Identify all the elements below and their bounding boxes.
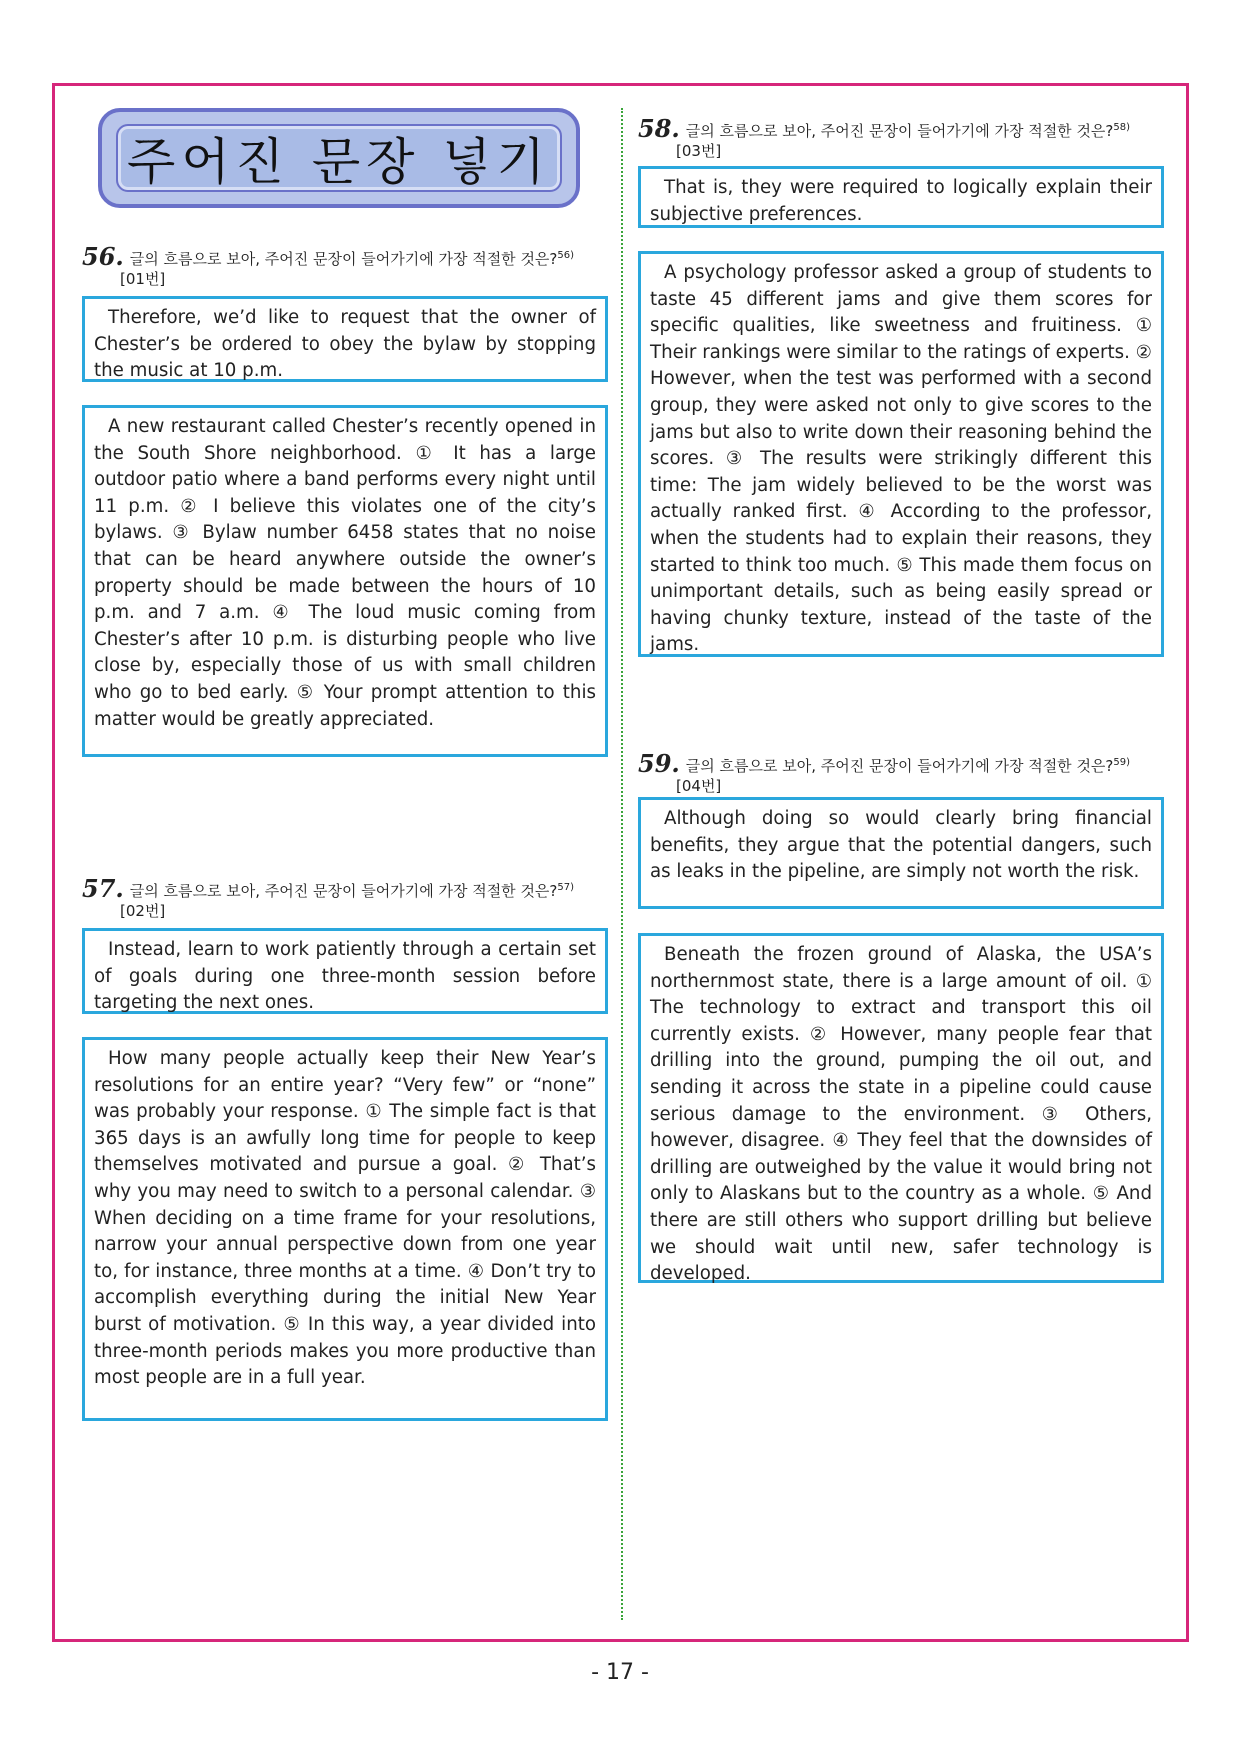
passage-box-57 <box>82 1037 608 1421</box>
section-title: 주어진 문장 넣기 <box>127 133 551 191</box>
question-prompt: 글의 흐름으로 보아, 주어진 문장이 들어가기에 가장 적절한 것은?$^{58)}$ <box>685 122 1131 140</box>
passage-box-56 <box>82 405 608 757</box>
passage-text: Beneath the frozen ground of Alaska, the USA’s northernmost state, there is a large amount of oil. ① The technology to extract and transport this oil currently exists. ② However, many people fear that drilling into the ground, pumping the oil out, and sending it across the state in a pipeline could cause serious damage to the environment. ③ Others, however, disagree. ④ They feel that the downsides of drilling are outweighed by the value it would bring not only to Alaskans but to the country as a whole. ⑤ And there are still others who support drilling but believe we should wait until new, safer technology is developed. <box>650 944 1152 1285</box>
given-sentence: That is, they were required to logically explain their subjective preferences. <box>650 177 1152 225</box>
given-sentence: Therefore, we’d like to request that the owner of Chester’s be ordered to obey the bylaw by stopping the music at 10 p.m. <box>94 307 596 382</box>
footnote-ref: 57) <box>557 882 575 893</box>
given-sentence: Although doing so would clearly bring financial benefits, they argue that the potential dangers, such as leaks in the pipeline, are simply not worth the risk. <box>650 808 1152 883</box>
question-number: 57. <box>82 874 124 903</box>
question-59 <box>638 749 1164 796</box>
footnote-ref: 58) <box>1113 122 1131 133</box>
passage-text: A psychology professor asked a group of students to taste 45 different jams and give them scores for specific qualities, like sweetness and fruitiness. ① Their rankings were similar to the ratings of experts. ② However, when the test was performed with a second group, they were asked not only to give scores to the jams but also to write down their reasoning behind the scores. ③ The results were strikingly different this time: The jam widely believed to be the worst was actually ranked first. ④ According to the professor, when the students had to explain their reasons, they started to think too much. ⑤ This made them focus on unimportant details, such as being easily spread or having chunky texture, instead of the taste of the jams. <box>650 262 1152 656</box>
passage-box-59 <box>638 933 1164 1283</box>
question-header <box>638 114 1164 143</box>
question-58 <box>638 114 1164 161</box>
footnote-ref: 59) <box>1113 757 1131 768</box>
section-title-banner <box>98 108 580 208</box>
given-sentence-box-57 <box>82 928 608 1014</box>
question-57 <box>82 874 608 921</box>
question-header <box>82 874 608 903</box>
question-number: 58. <box>638 114 680 143</box>
section-title-inner <box>116 124 562 192</box>
question-number: 59. <box>638 749 680 778</box>
question-source: [03번] <box>676 142 722 160</box>
given-sentence: Instead, learn to work patiently through a certain set of goals during one three-month session before targeting the next ones. <box>94 939 596 1014</box>
question-source: [04번] <box>676 777 722 795</box>
question-source: [02번] <box>120 902 166 920</box>
given-sentence-box-56 <box>82 296 608 382</box>
passage-text: A new restaurant called Chester’s recently opened in the South Shore neighborhood. ① It has a large outdoor patio where a band performs every night until 11 p.m. ② I believe this violates one of the city’s bylaws. ③ Bylaw number 6458 states that no noise that can be heard anywhere outside the owner’s property should be made between the hours of 10 p.m. and 7 a.m. ④ The loud music coming from Chester’s after 10 p.m. is disturbing people who live close by, especially those of us with small children who go to bed early. ⑤ Your prompt attention to this matter would be greatly appreciated. <box>94 416 596 730</box>
question-prompt: 글의 흐름으로 보아, 주어진 문장이 들어가기에 가장 적절한 것은?$^{57)}$ <box>129 882 575 900</box>
question-header <box>82 242 608 271</box>
footnote-ref: 56) <box>557 250 575 261</box>
given-sentence-box-58 <box>638 166 1164 228</box>
given-sentence-box-59 <box>638 797 1164 909</box>
question-source: [01번] <box>120 270 166 288</box>
page-number: - 17 - <box>591 1660 649 1685</box>
passage-text: How many people actually keep their New Year’s resolutions for an entire year? “Very few” or “none” was probably your response. ① The simple fact is that 365 days is an awfully long time for people to keep themselves motivated and pursue a goal. ② That’s why you may need to switch to a personal calendar. ③ When deciding on a time frame for your resolutions, narrow your annual perspective down from one year to, for instance, three months at a time. ④ Don’t try to accomplish everything during the initial New Year burst of motivation. ⑤ In this way, a year divided into three-month periods makes you more productive than most people are in a full year. <box>94 1048 596 1389</box>
question-prompt: 글의 흐름으로 보아, 주어진 문장이 들어가기에 가장 적절한 것은?$^{56)}$ <box>129 250 575 268</box>
question-header <box>638 749 1164 778</box>
question-56 <box>82 242 608 289</box>
question-number: 56. <box>82 242 124 271</box>
column-divider <box>621 108 623 1620</box>
passage-box-58 <box>638 251 1164 657</box>
question-prompt: 글의 흐름으로 보아, 주어진 문장이 들어가기에 가장 적절한 것은?$^{59)}$ <box>685 757 1131 775</box>
